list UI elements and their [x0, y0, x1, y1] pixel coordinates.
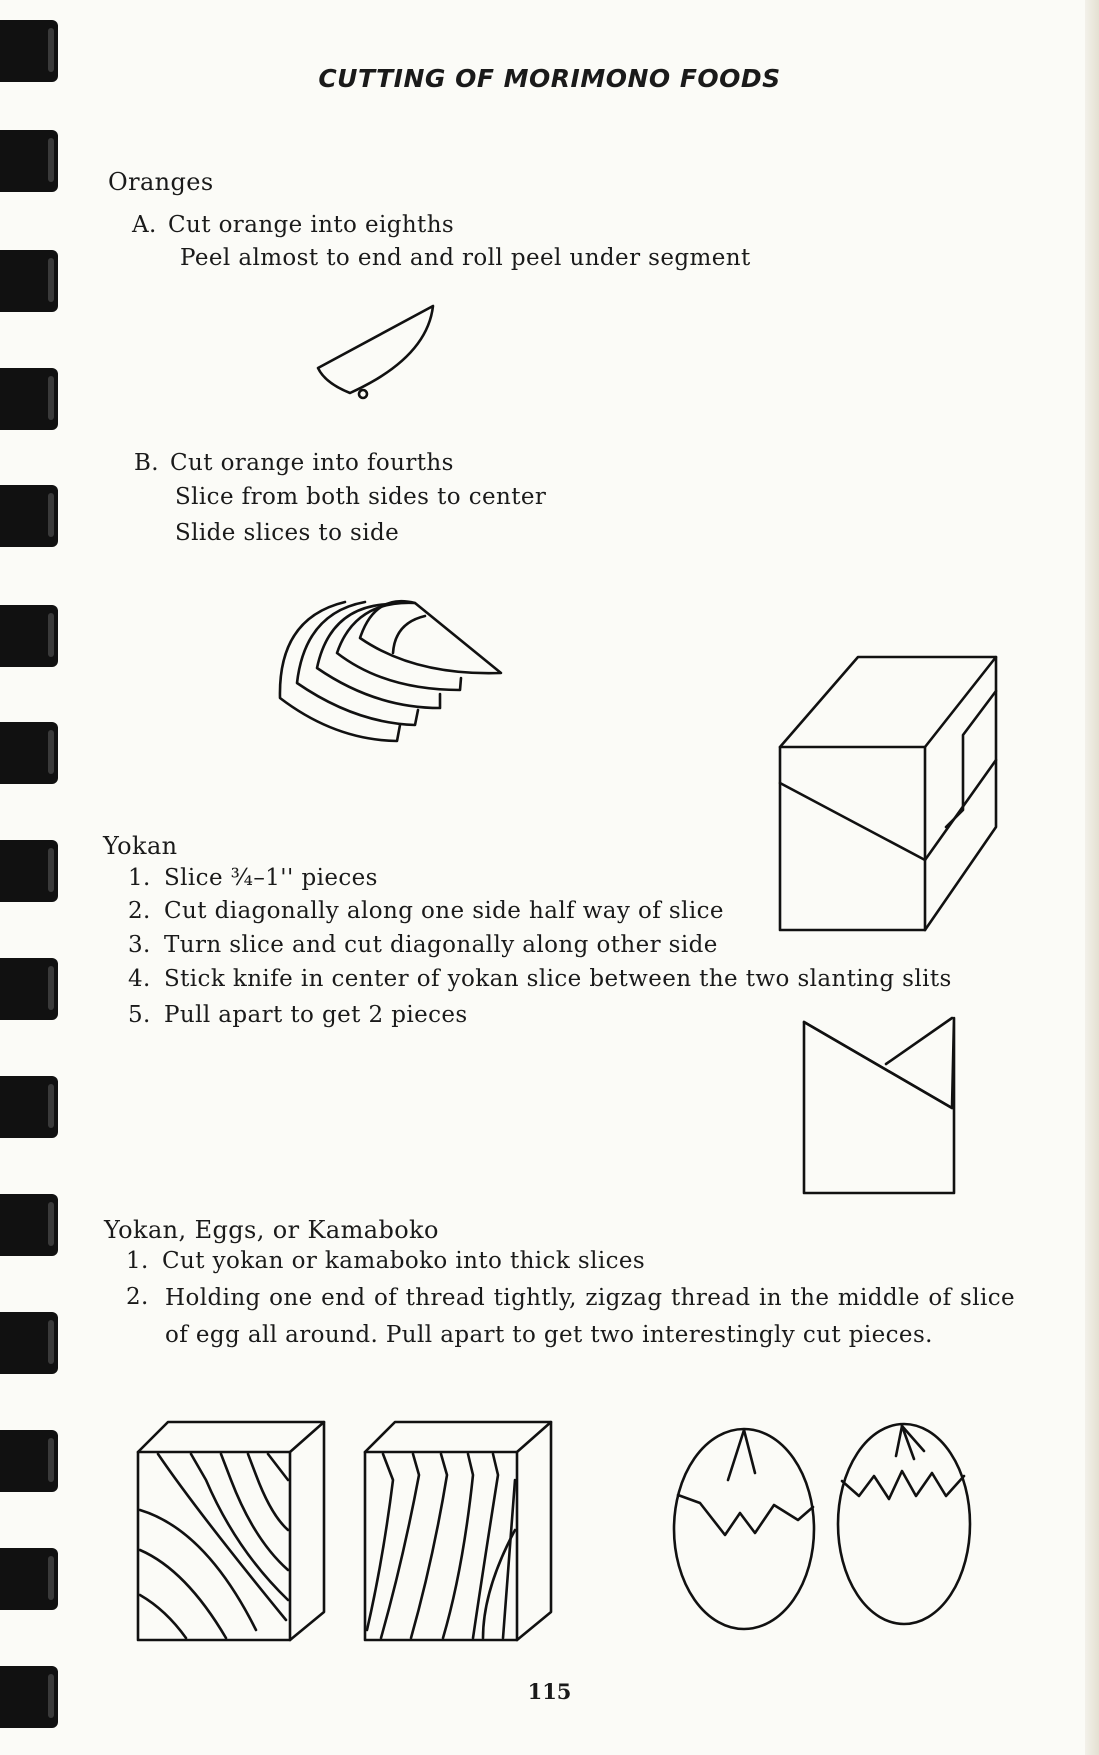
- step-text: Holding one end of thread tightly, zigzag thread in the middle of slice of egg all around. Pull apart to get two interestingly cut pieces.: [165, 1285, 1015, 1348]
- step-number: 1.: [128, 865, 151, 891]
- step-b-marker: B.: [134, 450, 160, 476]
- step-text: Slice ¾–1'' pieces: [164, 865, 378, 891]
- binding-ring: [0, 1430, 58, 1492]
- yokan-heading: Yokan: [103, 832, 178, 860]
- step-number: 2.: [126, 1284, 149, 1310]
- orange-fourth-slices-icon: [275, 598, 515, 743]
- step-b-line2: Slice from both sides to center: [175, 484, 547, 510]
- step-a-line2: Peel almost to end and roll peel under segment: [180, 245, 751, 271]
- step-text: Cut diagonally along one side half way of slice: [164, 898, 724, 924]
- yokan-piece-icon: [802, 1016, 956, 1196]
- step-text: Cut yokan or kamaboko into thick slices: [162, 1248, 646, 1274]
- binding-ring: [0, 1548, 58, 1610]
- kamaboko-block-icon: [363, 1420, 553, 1642]
- step-number: 2.: [128, 898, 151, 924]
- binding-ring: [0, 1312, 58, 1374]
- binding-ring: [0, 840, 58, 902]
- yokan-eggs-heading: Yokan, Eggs, or Kamaboko: [104, 1216, 439, 1244]
- step-number: 5.: [128, 1002, 151, 1028]
- yokan-step: [128, 1002, 468, 1028]
- yokan-step: [128, 898, 724, 924]
- binding-ring: [0, 605, 58, 667]
- step-text: Stick knife in center of yokan slice between the two slanting slits: [164, 966, 952, 992]
- step-number: 3.: [128, 932, 151, 958]
- step-b-line1: [134, 450, 454, 476]
- binding-ring: [0, 958, 58, 1020]
- binding-ring: [0, 368, 58, 430]
- zigzag-egg-icon: [834, 1421, 984, 1631]
- orange-eighth-icon: [315, 303, 435, 403]
- step-number: 1.: [126, 1248, 149, 1274]
- step-b-line3: Slide slices to side: [175, 520, 400, 546]
- binding-ring: [0, 1076, 58, 1138]
- yokan-step: [128, 932, 718, 958]
- kamaboko-block-icon: [136, 1420, 326, 1642]
- yokan-eggs-step: [126, 1248, 645, 1274]
- spiral-binding: [0, 0, 70, 1755]
- page-number: 115: [527, 1679, 572, 1704]
- step-a-text: Cut orange into eighths: [168, 212, 455, 238]
- binding-ring: [0, 130, 58, 192]
- step-number: 4.: [128, 966, 151, 992]
- binding-ring: [0, 1194, 58, 1256]
- zigzag-egg-icon: [670, 1425, 830, 1635]
- page-title: CUTTING OF MORIMONO FOODS: [318, 64, 781, 93]
- step-a-marker: A.: [132, 212, 157, 238]
- binding-ring: [0, 250, 58, 312]
- binding-ring: [0, 722, 58, 784]
- step-b-text: Cut orange into fourths: [170, 450, 454, 476]
- yokan-step: [128, 966, 952, 992]
- page-edge: [1085, 0, 1099, 1755]
- step-text: Pull apart to get 2 pieces: [164, 1002, 468, 1028]
- oranges-heading: Oranges: [108, 168, 214, 196]
- step-a-line1: [132, 212, 454, 238]
- step-text: Turn slice and cut diagonally along other side: [164, 932, 718, 958]
- yokan-block-icon: [778, 655, 998, 935]
- binding-ring: [0, 485, 58, 547]
- yokan-step: [128, 865, 378, 891]
